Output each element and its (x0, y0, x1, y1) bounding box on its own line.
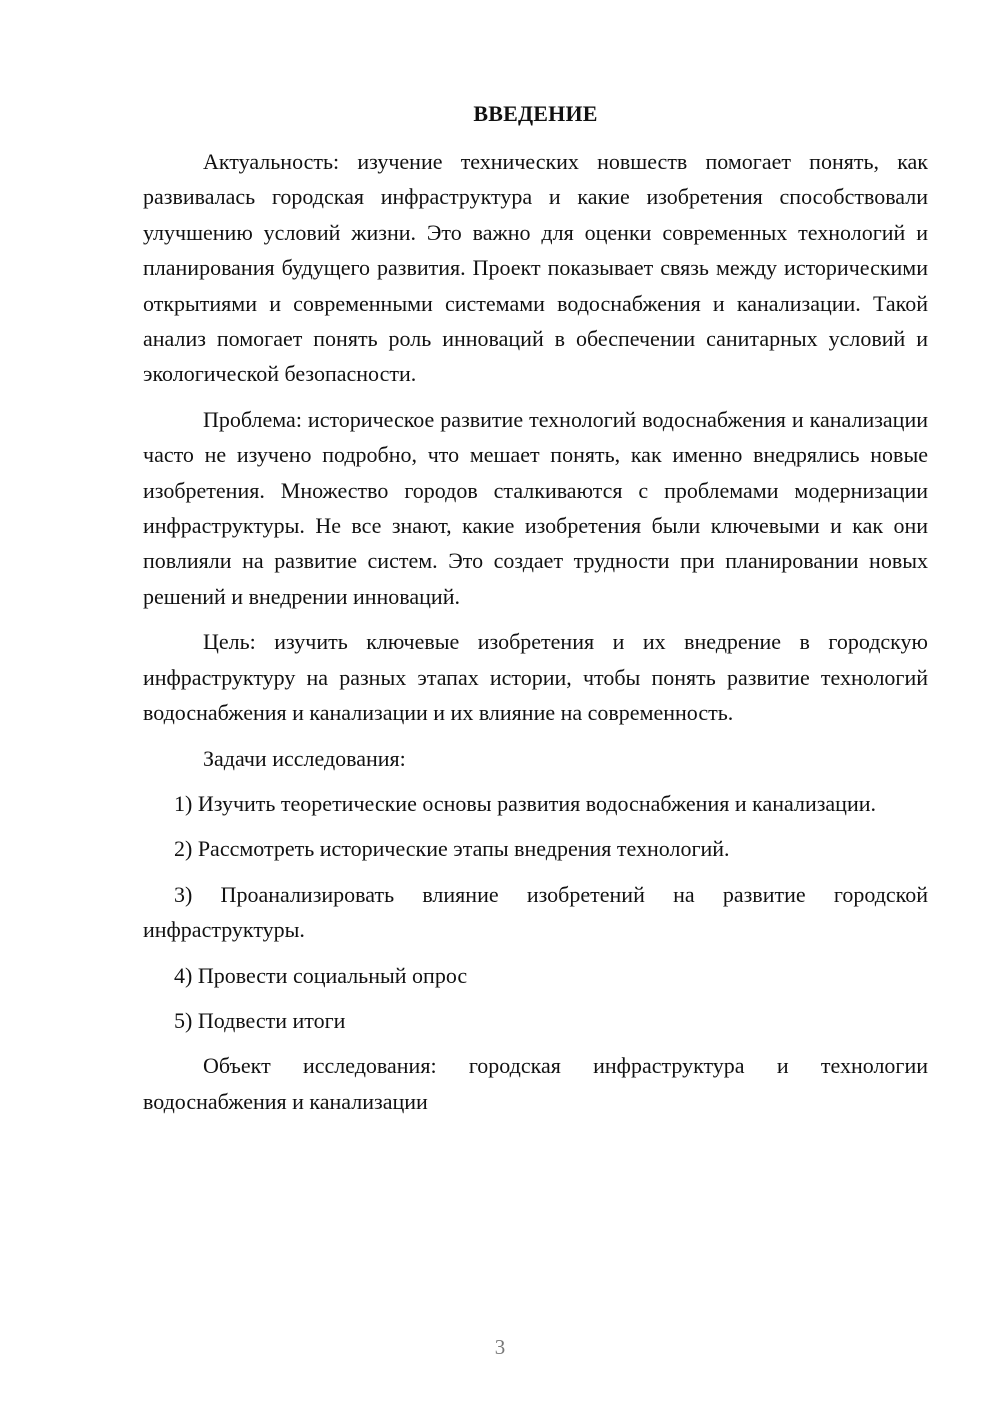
section-heading: ВВЕДЕНИЕ (473, 101, 598, 126)
page-number: 3 (494, 1335, 506, 1359)
task-item-4: 4) Провести социальный опрос (174, 962, 468, 988)
goal-paragraph: Цель: изучить ключевые изобретения и их внедрение в городскую инфраструктуру на разных этапах истории, чтобы понять развитие технологий водоснабжения и канализации и их влияние на современность. (143, 629, 928, 726)
problem-paragraph: Проблема: историческое развитие технологий водоснабжения и канализации часто не изучено подробно, что мешает понять, как именно внедрялись новые изобретения. Множество городов сталкиваются с проблемами модернизации инфраструктуры. Не все знают, какие изобретения были ключевыми и как они повлияли на развитие систем. Это создает трудности при планировании новых решений и внедрении инноваций. (143, 406, 928, 609)
tasks-intro-paragraph: Задачи исследования: (203, 745, 406, 771)
task-item-1: 1) Изучить теоретические основы развития водоснабжения и канализации. (174, 790, 876, 816)
task-item-5: 5) Подвести итоги (174, 1007, 346, 1033)
research-object-paragraph: Объект исследования: городская инфраструктура и технологии водоснабжения и канализации (143, 1053, 928, 1114)
page-content (143, 96, 928, 1119)
relevance-paragraph: Актуальность: изучение технических новшеств помогает понять, как развивалась городская инфраструктура и какие изобретения способствовали улучшению условий жизни. Это важно для оценки современных технологий и планирования будущего развития. Проект показывает связь между историческими открытиями и современными системами водоснабжения и канализации. Такой анализ помогает понять роль инноваций в обеспечении санитарных условий и экологической безопасности. (143, 149, 928, 387)
task-item-3: 3) Проанализировать влияние изобретений на развитие городской инфраструктуры. (143, 881, 928, 943)
task-item-2: 2) Рассмотреть исторические этапы внедрения технологий. (174, 836, 730, 862)
